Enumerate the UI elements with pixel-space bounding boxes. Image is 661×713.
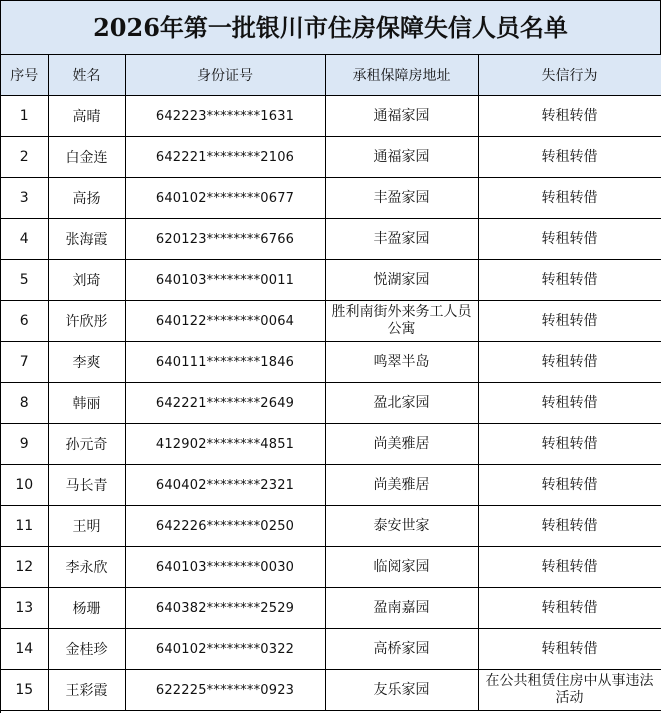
table-row (1, 383, 661, 424)
cell-name: 高晴 (48, 96, 125, 137)
cell-behavior: 转租转借 (478, 588, 661, 629)
table-row (1, 424, 661, 465)
cell-no: 8 (1, 383, 48, 424)
cell-name: 王彩霞 (48, 670, 125, 711)
cell-behavior: 转租转借 (478, 629, 661, 670)
cell-behavior: 转租转借 (478, 96, 661, 137)
cell-name: 张海霞 (48, 219, 125, 260)
table-row (1, 588, 661, 629)
col-header-behavior: 失信行为 (478, 55, 661, 96)
cell-address: 尚美雅居 (325, 424, 478, 465)
header-row (1, 55, 661, 96)
cell-id-number: 640122********0064 (125, 301, 325, 342)
cell-no: 2 (1, 137, 48, 178)
cell-address: 盈南嘉园 (325, 588, 478, 629)
cell-name: 白金连 (48, 137, 125, 178)
cell-no: 6 (1, 301, 48, 342)
cell-address: 尚美雅居 (325, 465, 478, 506)
cell-name: 高扬 (48, 178, 125, 219)
cell-no: 12 (1, 547, 48, 588)
cell-no: 15 (1, 670, 48, 711)
cell-id-number: 622225********0923 (125, 670, 325, 711)
cell-id-number: 642221********2649 (125, 383, 325, 424)
cell-id-number: 412902********4851 (125, 424, 325, 465)
cell-no: 10 (1, 465, 48, 506)
cell-address: 丰盈家园 (325, 219, 478, 260)
cell-behavior: 转租转借 (478, 424, 661, 465)
cell-address: 丰盈家园 (325, 178, 478, 219)
cell-address: 通福家园 (325, 137, 478, 178)
cell-id-number: 640102********0322 (125, 629, 325, 670)
blacklist-table (1, 55, 661, 711)
cell-no: 5 (1, 260, 48, 301)
table-row (1, 670, 661, 711)
table-row (1, 260, 661, 301)
cell-name: 杨珊 (48, 588, 125, 629)
cell-name: 孙元奇 (48, 424, 125, 465)
cell-address: 胜利南街外来务工人员公寓 (325, 301, 478, 342)
table-row (1, 219, 661, 260)
cell-address: 高桥家园 (325, 629, 478, 670)
cell-id-number: 640402********2321 (125, 465, 325, 506)
cell-no: 9 (1, 424, 48, 465)
cell-id-number: 642223********1631 (125, 96, 325, 137)
cell-address: 通福家园 (325, 96, 478, 137)
cell-no: 7 (1, 342, 48, 383)
cell-address: 悦湖家园 (325, 260, 478, 301)
table-row (1, 547, 661, 588)
cell-name: 李爽 (48, 342, 125, 383)
cell-behavior: 转租转借 (478, 465, 661, 506)
cell-behavior: 转租转借 (478, 301, 661, 342)
cell-behavior: 转租转借 (478, 342, 661, 383)
table-row (1, 629, 661, 670)
cell-address: 友乐家园 (325, 670, 478, 711)
cell-id-number: 640102********0677 (125, 178, 325, 219)
table-row (1, 342, 661, 383)
cell-name: 李永欣 (48, 547, 125, 588)
col-header-id: 身份证号 (125, 55, 325, 96)
cell-behavior: 转租转借 (478, 383, 661, 424)
cell-no: 13 (1, 588, 48, 629)
cell-address: 临阅家园 (325, 547, 478, 588)
cell-behavior: 转租转借 (478, 260, 661, 301)
table-row (1, 178, 661, 219)
cell-address: 泰安世家 (325, 506, 478, 547)
cell-no: 4 (1, 219, 48, 260)
cell-id-number: 642221********2106 (125, 137, 325, 178)
cell-name: 韩丽 (48, 383, 125, 424)
cell-id-number: 640103********0030 (125, 547, 325, 588)
cell-no: 14 (1, 629, 48, 670)
table-row (1, 506, 661, 547)
cell-address: 鸣翠半岛 (325, 342, 478, 383)
cell-behavior: 在公共租赁住房中从事违法活动 (478, 670, 661, 711)
cell-no: 3 (1, 178, 48, 219)
col-header-name: 姓名 (48, 55, 125, 96)
table-row (1, 137, 661, 178)
table-row (1, 96, 661, 137)
cell-name: 马长青 (48, 465, 125, 506)
cell-id-number: 640382********2529 (125, 588, 325, 629)
cell-name: 王明 (48, 506, 125, 547)
cell-behavior: 转租转借 (478, 547, 661, 588)
cell-name: 刘琦 (48, 260, 125, 301)
cell-name: 金桂珍 (48, 629, 125, 670)
col-header-no: 序号 (1, 55, 48, 96)
col-header-address: 承租保障房地址 (325, 55, 478, 96)
cell-no: 11 (1, 506, 48, 547)
cell-behavior: 转租转借 (478, 178, 661, 219)
table-row (1, 301, 661, 342)
cell-name: 许欣彤 (48, 301, 125, 342)
cell-address: 盈北家园 (325, 383, 478, 424)
cell-no: 1 (1, 96, 48, 137)
cell-id-number: 640103********0011 (125, 260, 325, 301)
sheet-title: 2026年第一批银川市住房保障失信人员名单 (1, 1, 661, 55)
cell-behavior: 转租转借 (478, 137, 661, 178)
cell-id-number: 640111********1846 (125, 342, 325, 383)
cell-id-number: 620123********6766 (125, 219, 325, 260)
cell-behavior: 转租转借 (478, 506, 661, 547)
cell-behavior: 转租转借 (478, 219, 661, 260)
table-row (1, 465, 661, 506)
cell-id-number: 642226********0250 (125, 506, 325, 547)
